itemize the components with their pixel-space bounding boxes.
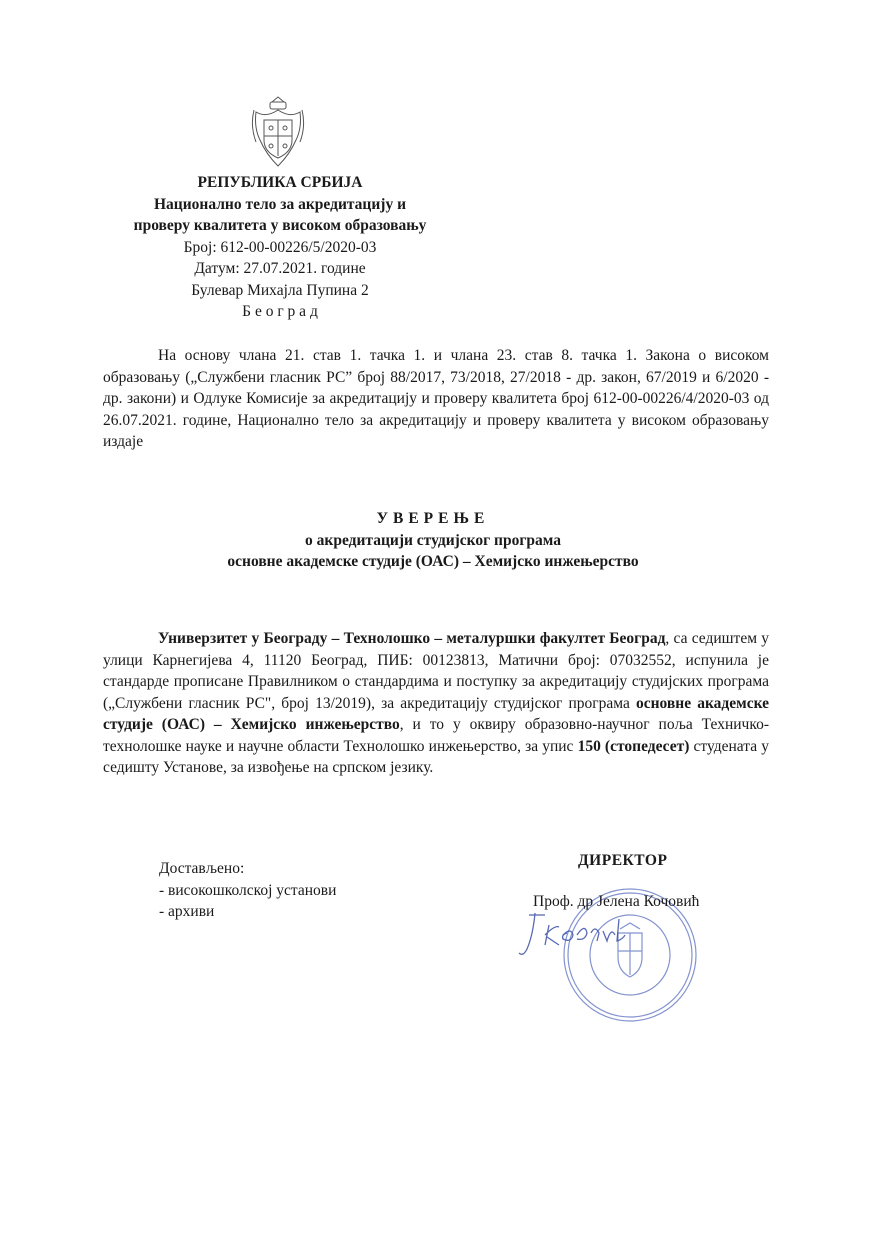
delivered-label: Достављено:	[159, 860, 245, 877]
title-line-3: основне академске студије (ОАС) – Хемијско инжењерство	[227, 553, 639, 570]
serbian-coat-of-arms-icon	[250, 96, 306, 170]
body-text-3: студената у седишту Установе, за извођење на српском језику.	[103, 737, 769, 776]
title-line-2: о акредитацији студијског програма	[305, 531, 561, 549]
title-main: УВЕРЕЊЕ	[376, 510, 490, 527]
director-name: Проф. др Јелена Кочовић	[533, 893, 700, 910]
intro-paragraph: На основу члана 21. став 1. тачка 1. и члана 23. став 8. тачка 1. Закона о високом образовању („Службени гласник РС” број 88/2017, 73/2018, 27/2018 - др. закон, 67/2019 и 6/2020 - др. закони) и Одлуке Комисије за акредитацију и проверу квалитета број 612-00-00226/4/2020-03 од 26.07.2021. године, Национално тело за акредитацију и проверу квалитета у високом образовању издаје	[103, 347, 769, 450]
institution-name: Универзитет у Београду – Технолошко – металуршки факултет Београд	[158, 630, 666, 647]
director-title: ДИРЕКТОР	[578, 852, 668, 869]
document-date: Датум: 27.07.2021. године	[194, 260, 366, 277]
body-text-1: , са седиштем у улици Карнегијева 4, 11120 Београд, ПИБ: 00123813, Матични број: 07032552, испунила је стандарде прописане Правилником о стандардима и поступку за акредитацију студијских програма („Службени гласник РС", број 13/2019), за акредитацију студијског програма	[103, 630, 769, 712]
delivered-item-institution: - високошколској установи	[159, 881, 337, 899]
organization-line-1: Национално тело за акредитацију и	[153, 195, 407, 213]
body-text-2: , и то у оквиру образовно-научног поља Техничко-технолошке науке и научне области Технолошко инжењерство, за упис	[103, 716, 769, 755]
delivered-to	[159, 858, 419, 923]
country-name: РЕПУБЛИКА СРБИЈА	[197, 174, 363, 191]
enrollment-count: 150 (стопедесет)	[577, 737, 690, 755]
document-header	[100, 172, 460, 323]
city: Б е о г р а д	[242, 303, 318, 320]
organization-line-2: проверу квалитета у високом образовању	[133, 217, 427, 234]
handwritten-signature-icon	[515, 905, 655, 965]
address: Булевар Михајла Пупина 2	[191, 281, 369, 299]
certificate-body	[103, 628, 769, 779]
certificate-title	[100, 508, 766, 573]
program-name: основне академске студије (ОАС) – Хемијско инжењерство	[103, 694, 769, 733]
document-number: Број: 612-00-00226/5/2020-03	[183, 238, 377, 256]
delivered-item-archive: - архиви	[159, 903, 215, 920]
